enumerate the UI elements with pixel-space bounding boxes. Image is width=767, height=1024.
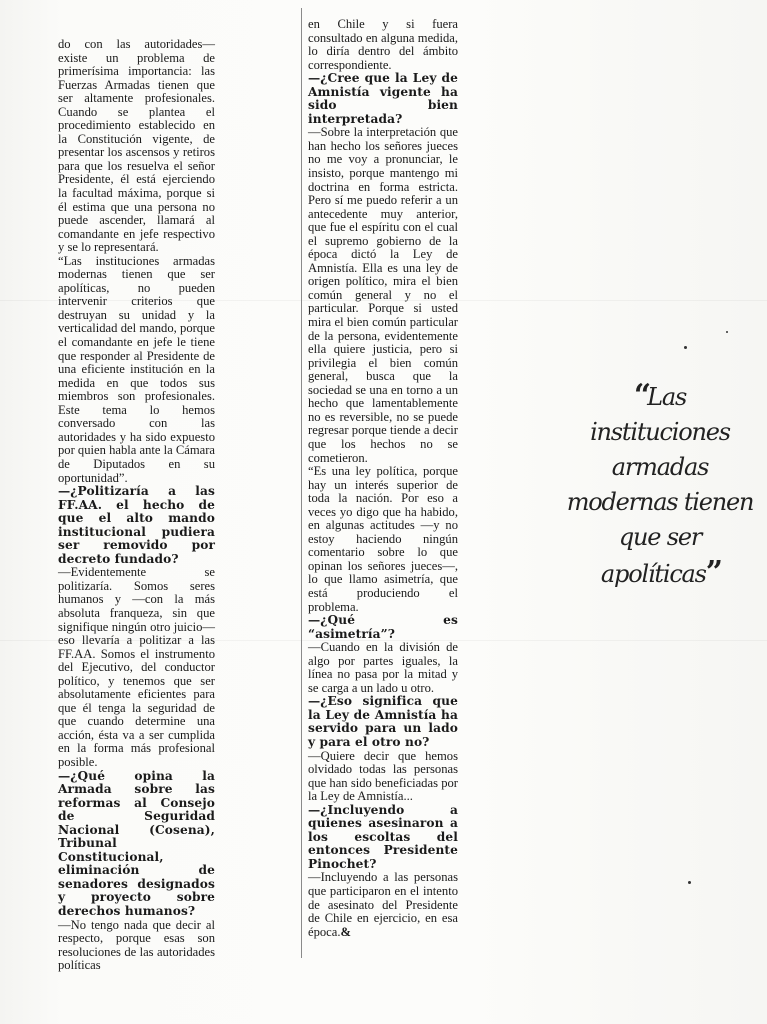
article-column-2 [308, 18, 458, 939]
pull-quote [565, 378, 755, 592]
paragraph: —No tengo nada que decir al respecto, porque esas son resoluciones de las autoridades políticas [58, 917, 215, 973]
interview-question: —¿Politizaría a las FF.AA. el hecho de que el alto mando institucional pudiera ser removido por decreto fundado? [58, 484, 215, 566]
ink-speck [688, 881, 691, 884]
paragraph: —Evidentemente se politizaría. Somos seres humanos y —con la más absoluta franqueza, sin que signifique ningún otro juicio— eso llevaría a politizar a las FF.AA. Somos el instrumento del Ejecutivo, del conductor político, y tenemos que ser absolutamente eficientes para que él tenga la seguridad de que cuando determine una acción, ésta va a ser cumplida en la forma más profesional posible. [58, 565, 215, 769]
paragraph: do con las autoridades— existe un problema de primerísima importancia: las Fuerzas Armadas tienen que ser altamente profesionales. Cuando se plantea el procedimiento establecido en la Constitución vigente, de presentar los ascensos y retiros para que los resuelva el señor Presidente, él está ejerciendo la facultad máxima, porque si él estima que una persona no puede ascender, llamará al comandante en jefe respectivo y se lo representará. [58, 37, 215, 255]
end-mark: & [340, 924, 352, 939]
column-rule [301, 8, 302, 958]
close-quote-mark: ” [705, 555, 720, 590]
paragraph [308, 871, 458, 939]
article-column-1 [58, 38, 215, 973]
interview-question: —¿Qué opina la Armada sobre las reformas al Consejo de Seguridad Nacional (Cosena), Tribunal Constitucional, eliminación de senadores designados y proyecto sobre derechos humanos? [58, 768, 215, 918]
interview-question: —¿Qué es “asimetría”? [308, 613, 458, 641]
ink-speck [684, 346, 687, 349]
interview-question: —¿Eso significa que la Ley de Amnistía ha servido para un lado y para el otro no? [308, 694, 458, 749]
paragraph: en Chile y si fuera consultado en alguna medida, lo diría dentro del ámbito correspondiente. [308, 17, 458, 72]
paragraph: —Cuando en la división de algo por partes iguales, la línea no pasa por la mitad y se carga a un lado u otro. [308, 640, 458, 695]
paragraph: “Es una ley política, porque hay un interés superior de toda la nación. Por eso a veces yo digo que ha habido, en algunas actitudes —y no estoy haciendo ningún comentario sobre lo que opinan los señores jueces—, lo que llamo asimetría, que está produciendo el problema. [308, 464, 458, 614]
open-quote-mark: “ [633, 378, 648, 413]
paragraph: —Quiere decir que hemos olvidado todas las personas que han sido beneficiadas por la Ley de Amnistía... [308, 748, 458, 804]
paragraph: —Sobre la interpretación que han hecho los señores jueces no me voy a pronunciar, le insisto, porque mantengo mi doctrina en forma estricta. Pero sí me puedo referir a un antecedente muy anterior, que fue el espíritu con el cual el supremo gobierno de la época dictó la Ley de Amnistía. Ella es una ley de origen político, mira el bien común general y no el particular. Porque si usted mira el bien común particular de la persona, evidentemente ella quiere justicia, pero si privilegia el bien común general, busca que la sociedad se una en torno a un hecho que lamentablemente no es reversible, no se puede regresar porque tiende a decir que los hechos no se cometieron. [308, 125, 458, 465]
interview-question: —¿Cree que la Ley de Amnistía vigente ha sido bien interpretada? [308, 71, 458, 126]
pull-quote-text: Las instituciones armadas modernas tienen que ser apolíticas [566, 383, 754, 588]
interview-question: —¿Incluyendo a quienes asesinaron a los escoltas del entonces Presidente Pinochet? [308, 802, 458, 871]
paragraph: “Las instituciones armadas modernas tienen que ser apolíticas, no pueden intervenir criterios que destruyan su unidad y la verticalidad del mando, porque el comandante en jefe le tiene que responder al Presidente de una eficiente institución en la medida en que todos sus miembros son profesionales. Este tema lo hemos conversado con las autoridades y ha sido expuesto por quien habla ante la Cámara de Diputados en su oportunidad”. [58, 253, 216, 485]
final-answer-text: —Incluyendo a las personas que participaron en el intento de asesinato del Presidente de Chile en ejercicio, en esa época. [308, 870, 458, 939]
ink-speck [726, 331, 728, 333]
